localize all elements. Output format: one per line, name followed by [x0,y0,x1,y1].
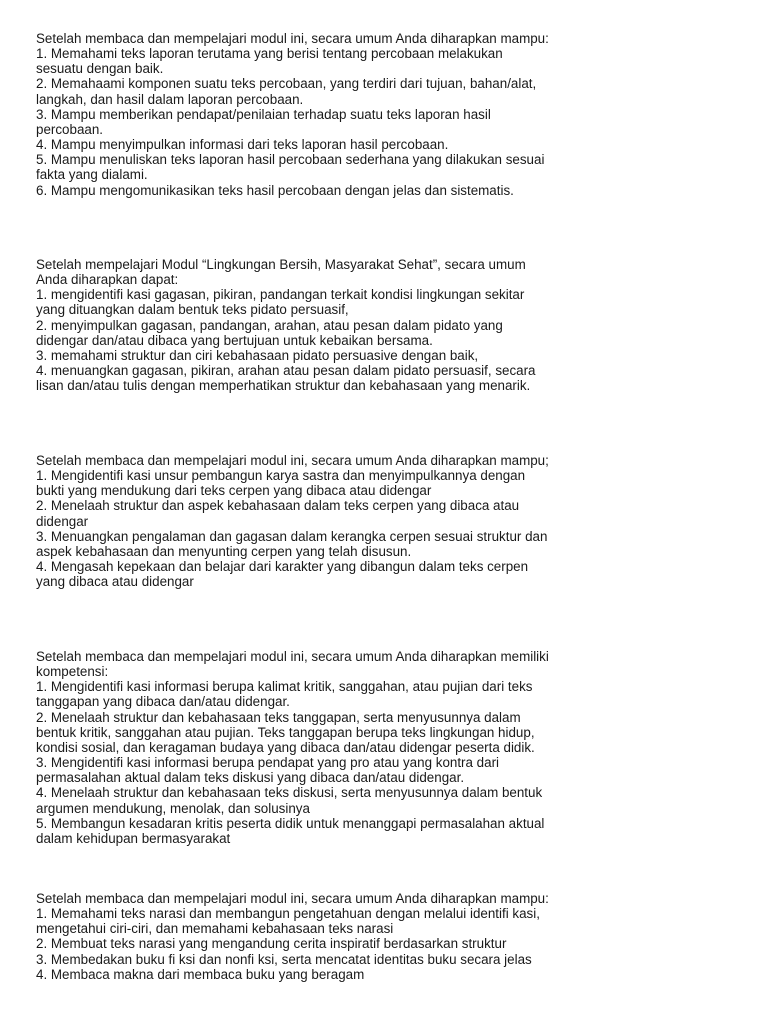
objective-line: 4. Mengasah kepekaan dan belajar dari karakter yang dibangun dalam teks cerpen [36,559,529,575]
objective-line: bentuk kritik, sanggahan atau pujian. Teks tanggapan berupa teks lingkungan hidup, [36,724,535,740]
objective-line: 6. Mampu mengomunikasikan teks hasil percobaan dengan jelas dan sistematis. [36,182,514,198]
learning-objectives-section-2 [36,257,636,393]
objective-line: 2. Membuat teks narasi yang mengandung cerita inspiratif berdasarkan struktur [36,936,507,952]
objective-line: 2. Menelaah struktur dan kebahasaan teks tanggapan, serta menyusunnya dalam [36,709,521,725]
objective-line: 5. Membangun kesadaran kritis peserta didik untuk menanggapi permasalahan aktual [36,815,545,831]
objective-line: 4. Membaca makna dari membaca buku yang beragam [36,966,365,982]
objective-line: 5. Mampu menuliskan teks laporan hasil percobaan sederhana yang dilakukan sesuai [36,152,545,168]
objective-line: mengetahui ciri-ciri, dan memahami kebahasaan teks narasi [36,921,394,937]
objective-line: 1. Memahami teks laporan terutama yang berisi tentang percobaan melakukan [36,46,503,62]
objective-line: 4. Mampu menyimpulkan informasi dari teks laporan hasil percobaan. [36,137,449,153]
learning-objectives-section-1 [36,31,636,198]
learning-objectives-section-3 [36,453,636,589]
objective-line: langkah, dan hasil dalam laporan percobaan. [36,91,304,107]
objective-line: 2. menyimpulkan gagasan, pandangan, arahan, atau pesan dalam pidato yang [36,317,503,333]
objective-line: 3. Mampu memberikan pendapat/penilaian terhadap suatu teks laporan hasil [36,106,491,122]
objective-line: 3. memahami struktur dan ciri kebahasaan pidato persuasive dengan baik, [36,347,479,363]
objective-line: yang dituangkan dalam bentuk teks pidato persuasif, [36,302,349,318]
objective-line: 4. Menelaah struktur dan kebahasaan teks diskusi, serta menyusunnya dalam bentuk [36,785,543,801]
objective-line: didengar dan/atau dibaca yang bertujuan untuk kebaikan bersama. [36,332,433,348]
objective-line: yang dibaca atau didengar [36,574,194,590]
objective-line: 3. Membedakan buku fi ksi dan nonfi ksi, serta mencatat identitas buku secara jelas [36,951,532,967]
objective-line: 1. mengidentifi kasi gagasan, pikiran, pandangan terkait kondisi lingkungan sekitar [36,287,525,303]
objective-line: kondisi sosial, dan keragaman budaya yang dibaca dan/atau didengar peserta didik. [36,739,535,755]
objective-line: permasalahan aktual dalam teks diskusi yang dibaca dan/atau didengar. [36,770,465,786]
section-intro: kompetensi: [36,664,109,680]
objective-line: sesuatu dengan baik. [36,61,164,77]
objective-line: 4. menuangkan gagasan, pikiran, arahan atau pesan dalam pidato persuasif, secara [36,363,536,379]
section-intro: Anda diharapkan dapat: [36,272,179,288]
objective-line: tanggapan yang dibaca dan/atau didengar. [36,694,290,710]
objective-line: 3. Menuangkan pengalaman dan gagasan dalam kerangka cerpen sesuai struktur dan [36,528,548,544]
objective-line: 1. Mengidentifi kasi unsur pembangun karya sastra dan menyimpulkannya dengan [36,468,526,484]
objective-line: 2. Memahaami komponen suatu teks percobaan, yang terdiri dari tujuan, bahan/alat, [36,76,537,92]
objective-line: fakta yang dialami. [36,167,148,183]
section-intro: Setelah membaca dan mempelajari modul ini, secara umum Anda diharapkan mampu: [36,891,549,906]
objective-line: argumen mendukung, menolak, dan solusinya [36,800,310,816]
objective-line: lisan dan/atau tulis dengan memperhatikan struktur dan kebahasaan yang menarik. [36,378,531,394]
objective-line: didengar [36,513,89,529]
section-intro: Setelah membaca dan mempelajari modul ini, secara umum Anda diharapkan mampu; [36,453,549,468]
objective-line: 3. Mengidentifi kasi informasi berupa pendapat yang pro atau yang kontra dari [36,755,500,771]
section-intro: Setelah mempelajari Modul “Lingkungan Bersih, Masyarakat Sehat”, secara umum [36,257,526,272]
objective-line: 2. Menelaah struktur dan aspek kebahasaan dalam teks cerpen yang dibaca atau [36,498,520,514]
learning-objectives-section-4 [36,649,636,846]
objective-line: dalam kehidupan bermasyarakat [36,830,231,846]
objective-line: bukti yang mendukung dari teks cerpen yang dibaca atau didengar [36,483,432,499]
section-intro: Setelah membaca dan mempelajari modul ini, secara umum Anda diharapkan memiliki [36,649,549,664]
learning-objectives-section-5 [36,891,636,982]
objective-line: 1. Memahami teks narasi dan membangun pengetahuan dengan melalui identifi kasi, [36,906,540,922]
objective-line: aspek kebahasaan dan menyunting cerpen yang telah disusun. [36,543,412,559]
objective-line: 1. Mengidentifi kasi informasi berupa kalimat kritik, sanggahan, atau pujian dari teks [36,679,533,695]
section-intro: Setelah membaca dan mempelajari modul ini, secara umum Anda diharapkan mampu: [36,31,549,46]
objective-line: percobaan. [36,121,104,137]
